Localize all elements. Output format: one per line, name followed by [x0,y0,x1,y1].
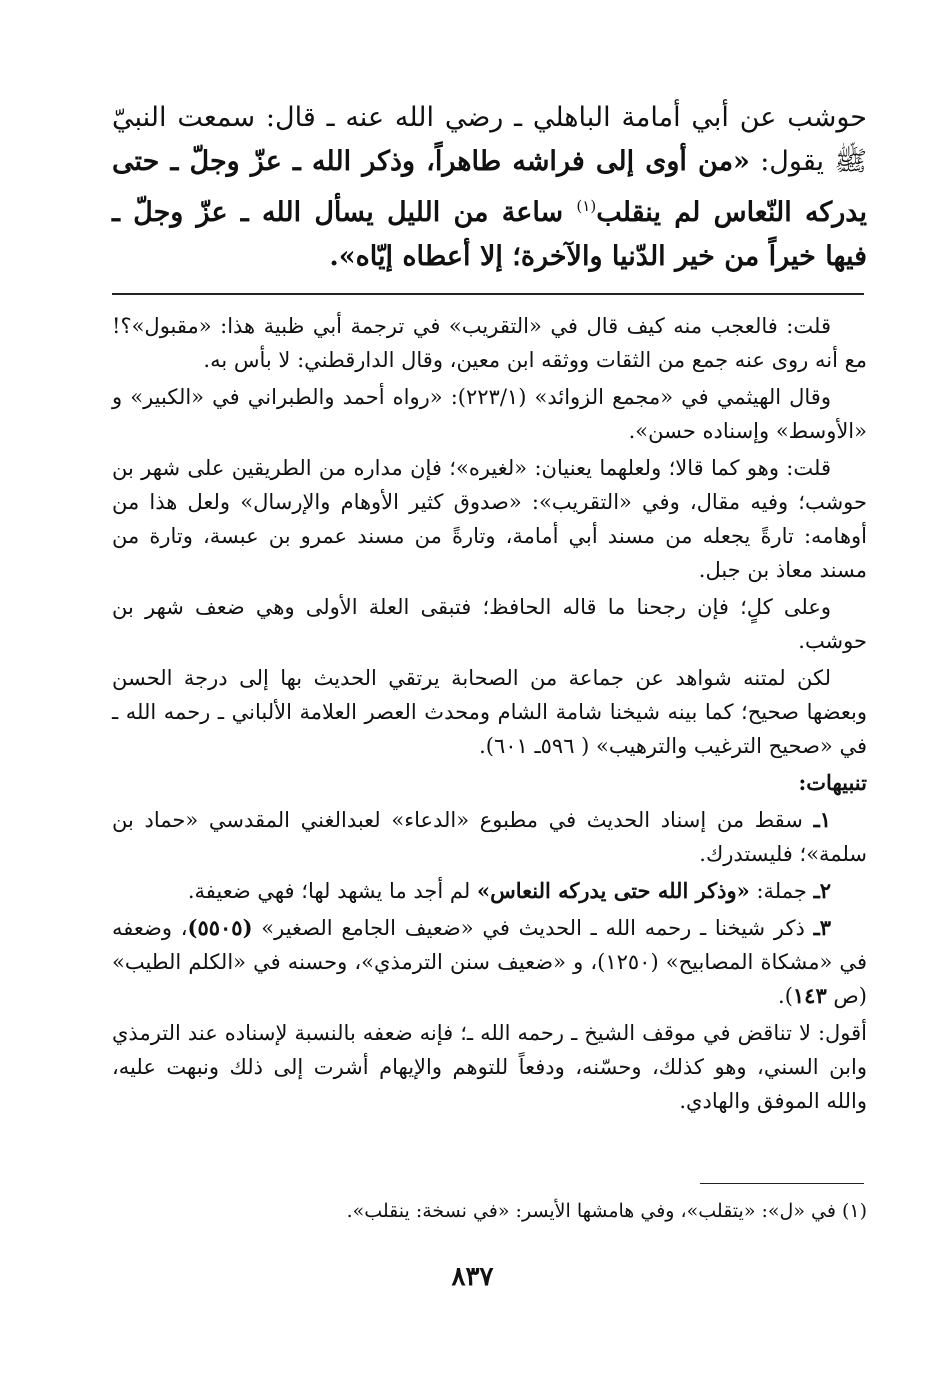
commentary-text: أقول: لا تناقض في موقف الشيخ ـ رحمه الله ـ؛ فإنه ضعفه بالنسبة لإسناده عند الترمذي وابن السني، وهو كذلك، وحسّنه، ودفعاً للتوهم والإيهام أشرت إلى ذلك ونبهت عليه، والله الموفق والهادي. [112,1021,867,1113]
commentary-paragraph [112,1016,867,1118]
notice-text: ، وضعفه في «مشكاة المصابيح» (١٢٥٠)، و «ضعيف سنن الترمذي»، وحسنه في «الكلم الطيب» (ص [112,916,867,1008]
commentary-text: قلت: فالعجب منه كيف قال في «التقريب» في ترجمة أبي ظبية هذا: «مقبول»؟! مع أنه روى عنه جمع من الثقات ووثقه ابن معين، وقال الدارقطني: لا بأس به. [112,314,867,372]
commentary-paragraph [112,451,867,587]
notice-item-1 [112,803,867,871]
commentary-paragraph [112,309,867,377]
commentary-text: وقال الهيثمي في «مجمع الزوائد» (٢٢٣/١): «رواه أحمد والطبراني في «الكبير» و «الأوسط» وإسناده حسن». [112,385,867,443]
page-number: ٨٣٧ [451,1262,494,1292]
commentary-text: وعلى كلٍ؛ فإن رجحنا ما قاله الحافظ؛ فتبقى العلة الأولى وهي ضعف شهر بن حوشب. [112,595,867,653]
commentary-divider [112,293,864,295]
hadith-chain-text: حوشب عن أبي أمامة الباهلي ـ رضي الله عنه ـ قال: سمعت النبيّ ﷺ [112,102,867,177]
notices-heading [112,766,867,800]
footnote-divider [700,1183,864,1184]
hadith-intro-text: يقول: [749,146,825,177]
commentary-text: قلت: وهو كما قالا؛ ولعلهما يعنيان: «لغيره»؛ فإن مداره من الطريقين على شهر بن حوشب؛ وفيه مقال، وفي «التقريب»: «صدوق كثير الأوهام والإرسال» ولعل هذا من أوهامه: تارةً يجعله من مسند أبي أمامة، وتارةً من مسند عمرو بن عبسة، وتارة من مسند معاذ بن جبل. [112,456,867,582]
notices-heading-text: تنبيهات: [798,770,867,795]
footnote-text: (١) في «ل»: «يتقلب»، وفي هامشها الأيسر: «في نسخة: ينقلب». [346,1200,867,1222]
hadith-main-text [112,96,867,279]
commentary-paragraph [112,661,867,763]
commentary-section [112,309,867,1121]
hadith-quote-part-2: ساعة من الليل يسأل الله ـ عزّ وجلّ ـ فيها خيراً من خير الدّنيا والآخرة؛ إلا أعطاه إيّاه». [112,197,867,272]
notice-reference-number: (٥٥٠٥) [187,915,253,940]
notice-text: ذكر شيخنا ـ رحمه الله ـ الحديث في «ضعيف الجامع الصغير» [252,916,814,940]
notice-number: ٢ـ [813,878,831,903]
hadith-quote-part-1: «من أوى إلى فراشه طاهراً، وذكر الله ـ عزّ وجلّ ـ حتى يدركه النّعاس لم ينقلب [112,146,867,228]
commentary-text: لكن لمتنه شواهد عن جماعة من الصحابة يرتقي الحديث بها إلى درجة الحسن وبعضها صحيح؛ كما بينه شيخنا شامة الشام ومحدث العصر العلامة الألباني ـ رحمه الله ـ في «صحيح الترغيب والترهيب» ( ٥٩٦ـ ٦٠١). [112,666,867,758]
notice-item-2 [112,874,867,908]
notice-text: سقط من إسناد الحديث في مطبوع «الدعاء» لعبدالغني المقدسي «حماد بن سلمة»؛ فليستدرك. [112,808,867,866]
notice-text: جملة: [749,879,814,903]
notice-number: ١ـ [813,807,831,832]
footnote [112,1196,867,1226]
notice-page-reference: ١٤٣ [792,983,827,1008]
notice-text: لم أجد ما يشهد لها؛ فهي ضعيفة. [187,879,477,903]
commentary-paragraph [112,590,867,658]
notice-quote: «وذكر الله حتى يدركه النعاس» [476,878,750,903]
footnote-marker[interactable]: (١) [576,197,597,215]
notice-number: ٣ـ [813,915,831,940]
notice-text: ). [778,984,793,1008]
commentary-paragraph [112,380,867,448]
notice-item-3 [112,911,867,1013]
